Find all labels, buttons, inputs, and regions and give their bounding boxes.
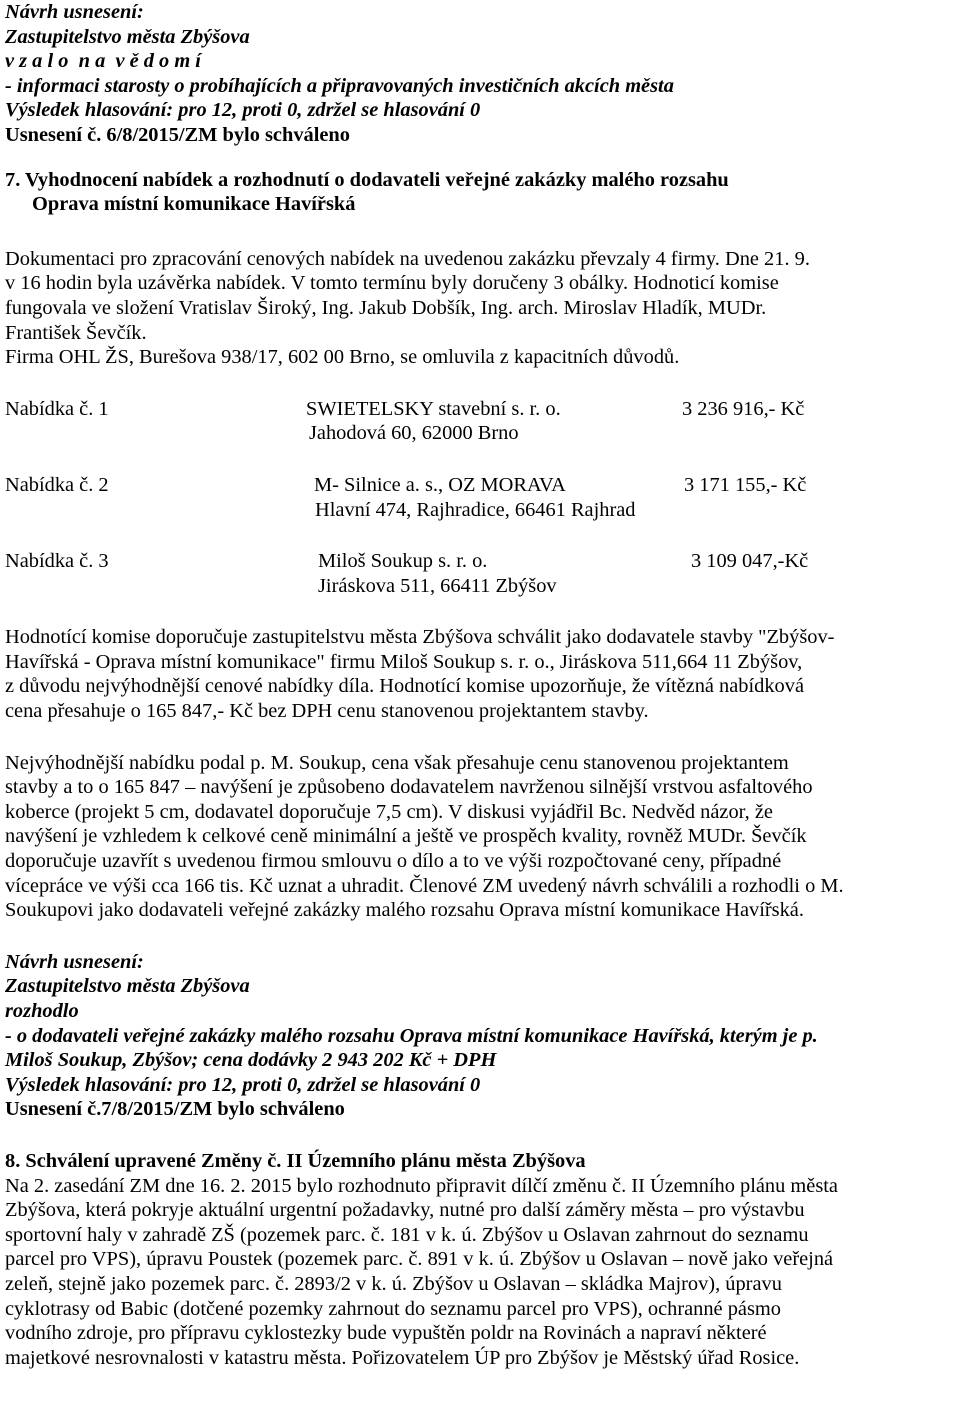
offer-label: Nabídka č. 1 bbox=[5, 397, 109, 420]
council-name: Zastupitelstvo města Zbýšova bbox=[5, 25, 250, 48]
section-7 bbox=[5, 168, 957, 923]
text-line: fungovala ve složení Vratislav Široký, Ing. Jakub Dobšík, Ing. arch. Miroslav Hladík, MUDr. bbox=[5, 296, 767, 319]
resolution-status: Usnesení č. 6/8/2015/ZM bylo schváleno bbox=[5, 123, 350, 146]
text-line: sportovní haly v zahradě ZŠ (pozemek parc. č. 181 v k. ú. Zbýšov u Oslavan zahrnout do seznamu bbox=[5, 1223, 809, 1246]
text-line: stavby a to o 165 847 – navýšení je způsobeno dodavatelem navrženou silnější vrstvou asfaltového bbox=[5, 776, 813, 799]
text-line: cyklotrasy od Babic (dotčené pozemky zahrnout do seznamu parcel pro VPS), ochranné pásmo bbox=[5, 1297, 781, 1320]
paragraph-offers-intro bbox=[5, 247, 957, 370]
document-page bbox=[5, 0, 957, 1370]
resolution-item: - o dodavateli veřejné zakázky malého rozsahu Oprava místní komunikace Havířská, kterým je p. bbox=[5, 1024, 818, 1047]
vote-result: Výsledek hlasování: pro 12, proti 0, zdržel se hlasování 0 bbox=[5, 1073, 481, 1096]
offer-price: 3 171 155,- Kč bbox=[684, 473, 807, 496]
text-line: vícepráce ve výši cca 166 tis. Kč uznat a uhradit. Členové ZM uvedený návrh schválili a rozhodli o M. bbox=[5, 874, 844, 897]
text-line: majetkové nesrovnalosti v katastru města. Pořizovatelem ÚP pro Zbýšov je Městský úřad Rosice. bbox=[5, 1346, 800, 1369]
paragraph-discussion bbox=[5, 751, 957, 923]
offer-address: Jiráskova 511, 66411 Zbýšov bbox=[318, 574, 557, 597]
resolution-verb: v z a l o n a v ě d o m í bbox=[5, 50, 201, 73]
text-line: František Ševčík. bbox=[5, 321, 147, 344]
offer-company: Miloš Soukup s. r. o. bbox=[318, 550, 488, 573]
paragraph-recommendation bbox=[5, 625, 957, 723]
offer-price: 3 236 916,- Kč bbox=[682, 397, 805, 420]
resolution-heading: Návrh usnesení: bbox=[5, 1, 144, 23]
section-subtitle: Oprava místní komunikace Havířská bbox=[32, 193, 356, 216]
text-line: doporučuje uzavřít s uvedenou firmou smlouvu o dílo a to ve výši rozpočtované ceny, případné bbox=[5, 850, 782, 873]
offers-list bbox=[5, 397, 957, 599]
text-line: Hodnotící komise doporučuje zastupitelstvu města Zbýšova schválit jako dodavatele stavby "Zbýšov- bbox=[5, 626, 835, 649]
text-line: koberce (projekt 5 cm, dodavatel doporučuje 7,5 cm). V diskusi vyjádřil Bc. Nedvěd názor, že bbox=[5, 800, 773, 823]
vote-result: Výsledek hlasování: pro 12, proti 0, zdržel se hlasování 0 bbox=[5, 99, 481, 122]
offer-company: SWIETELSKY stavební s. r. o. bbox=[306, 397, 561, 420]
text-line: Na 2. zasedání ZM dne 16. 2. 2015 bylo rozhodnuto připravit dílčí změnu č. II Územního plánu města bbox=[5, 1174, 838, 1197]
offer-label: Nabídka č. 3 bbox=[5, 550, 109, 573]
offer-label: Nabídka č. 2 bbox=[5, 473, 109, 496]
resolution-item-cont: Miloš Soukup, Zbýšov; cena dodávky 2 943 202 Kč + DPH bbox=[5, 1049, 497, 1072]
text-line: zeleň, stejně jako pozemek parc. č. 2893/2 v k. ú. Zbýšov u Oslavan – skládka Majrov), úpravu bbox=[5, 1272, 782, 1295]
offer-address: Hlavní 474, Rajhradice, 66461 Rajhrad bbox=[315, 498, 636, 521]
resolution-verb: rozhodlo bbox=[5, 1000, 79, 1022]
council-name: Zastupitelstvo města Zbýšova bbox=[5, 975, 250, 998]
offer-item bbox=[5, 397, 957, 446]
resolution-block-1 bbox=[5, 0, 957, 148]
text-line: Havířská - Oprava místní komunikace" firmu Miloš Soukup s. r. o., Jiráskova 511,664 11 Zbýšov, bbox=[5, 650, 803, 673]
resolution-block-2 bbox=[5, 950, 957, 1122]
text-line: parcel pro VPS), úpravu Poustek (pozemek parc. č. 891 v k. ú. Zbýšov u Oslavan – nově jako veřejná bbox=[5, 1248, 834, 1271]
text-line: Nejvýhodnější nabídku podal p. M. Soukup, cena však přesahuje cenu stanovenou projektantem bbox=[5, 751, 789, 774]
resolution-item: - informaci starosty o probíhajících a připravovaných investičních akcích města bbox=[5, 74, 674, 97]
text-line: Dokumentaci pro zpracování cenových nabídek na uvedenou zakázku převzaly 4 firmy. Dne 21. 9. bbox=[5, 247, 810, 270]
text-line: z důvodu nejvýhodnější cenové nabídky díla. Hodnotící komise upozorňuje, že vítězná nabídková bbox=[5, 675, 804, 698]
text-line: Zbýšova, která pokryje aktuální urgentní požadavky, nutné pro další záměry města – pro výstavbu bbox=[5, 1199, 805, 1222]
offer-company: M- Silnice a. s., OZ MORAVA bbox=[314, 473, 566, 496]
section-title: 7. Vyhodnocení nabídek a rozhodnutí o dodavateli veřejné zakázky malého rozsahu bbox=[5, 168, 729, 191]
text-line: Soukupovi jako dodavateli veřejné zakázky malého rozsahu Oprava místní komunikace Havířská. bbox=[5, 899, 804, 922]
text-line: Firma OHL ŽS, Burešova 938/17, 602 00 Brno, se omluvila z kapacitních důvodů. bbox=[5, 346, 680, 369]
resolution-heading: Návrh usnesení: bbox=[5, 950, 144, 973]
text-line: vodního zdroje, pro přípravu cyklostezky bude vypuštěn poldr na Rovinách a napraví některé bbox=[5, 1322, 767, 1345]
offer-address: Jahodová 60, 62000 Brno bbox=[309, 422, 519, 445]
offer-item bbox=[5, 549, 957, 598]
section-8 bbox=[5, 1149, 957, 1370]
text-line: cena přesahuje o 165 847,- Kč bez DPH cenu stanovenou projektantem stavby. bbox=[5, 700, 649, 723]
resolution-status: Usnesení č.7/8/2015/ZM bylo schváleno bbox=[5, 1098, 345, 1121]
text-line: navýšení je vzhledem k celkové ceně minimální a ještě ve prospěch kvality, rovněž MUDr. Ševčík bbox=[5, 825, 807, 848]
section-title: 8. Schválení upravené Změny č. II Územního plánu města Zbýšova bbox=[5, 1149, 586, 1172]
offer-item bbox=[5, 473, 957, 522]
offer-price: 3 109 047,-Kč bbox=[691, 550, 809, 573]
text-line: v 16 hodin byla uzávěrka nabídek. V tomto termínu byly doručeny 3 obálky. Hodnoticí komise bbox=[5, 272, 779, 295]
